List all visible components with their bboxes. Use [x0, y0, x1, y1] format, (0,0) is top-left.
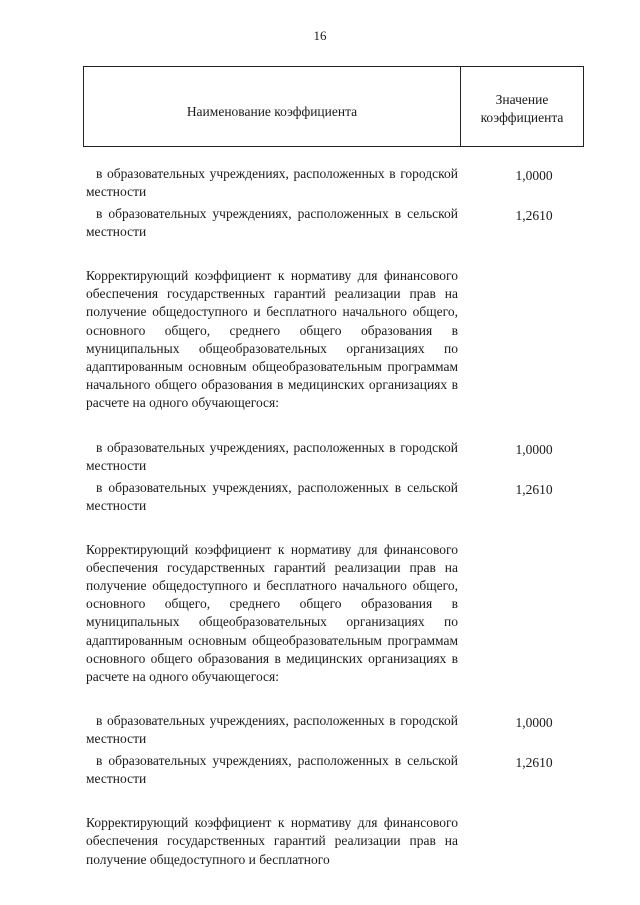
column-header-value [460, 67, 583, 146]
paragraph: Корректирующий коэффициент к нормативу для финансового обеспечения государственных гарантий реализации прав на получение общедоступного и бесплатного [86, 815, 458, 867]
row-value: 1,2610 [515, 208, 553, 223]
coefficient-group [86, 439, 586, 515]
coefficient-description [86, 814, 586, 869]
row-text: в образовательных учреждениях, расположенных в городской местности [86, 713, 458, 747]
column-header-value-line2: коэффициента [480, 109, 564, 125]
row-value: 1,0000 [515, 168, 553, 183]
column-header-name: Наименование коэффициента [186, 103, 358, 119]
paragraph: Корректирующий коэффициент к нормативу для финансового обеспечения государственных гарантий реализации прав на получение общедоступного и бесплатного начального общего, основного общего, среднего общего образования в муниципальных общеобразовательных организациях по адаптированным основным общеобразовательным программам начального общего образования в медицинских организациях в расчете на одного обучающегося: [86, 268, 458, 411]
column-header-value-line1: Значение [495, 91, 549, 107]
row-text: в образовательных учреждениях, расположенных в городской местности [86, 439, 458, 473]
row-value: 1,2610 [515, 755, 553, 771]
row-text: в образовательных учреждениях, расположенных в сельской местности [86, 753, 458, 787]
table-row [86, 479, 586, 515]
document-body [86, 165, 586, 895]
row-text: в образовательных учреждениях, расположенных в сельской местности [86, 206, 458, 239]
row-text: в образовательных учреждениях, расположенных в городской местности [86, 166, 458, 199]
table-row [86, 712, 586, 748]
coefficient-description [86, 267, 586, 413]
paragraph: Корректирующий коэффициент к нормативу для финансового обеспечения государственных гарантий реализации прав на получение общедоступного и бесплатного начального общего, основного общего, среднего общего образования в муниципальных общеобразовательных организациях по адаптированным основным общеобразовательным программам основного общего образования в медицинских организациях в расчете на одного обучающегося: [86, 541, 458, 685]
table-row [86, 752, 586, 788]
row-value: 1,2610 [515, 481, 553, 497]
row-text: в образовательных учреждениях, расположенных в сельской местности [86, 479, 458, 513]
table-row [86, 205, 586, 241]
table-row [86, 165, 586, 201]
page-number: 16 [313, 28, 327, 43]
table-header [83, 66, 584, 147]
coefficient-description [86, 541, 586, 687]
coefficient-group [86, 165, 586, 241]
row-value: 1,0000 [515, 715, 553, 731]
table-row [86, 439, 586, 475]
coefficient-group [86, 712, 586, 788]
row-value: 1,0000 [515, 441, 553, 457]
